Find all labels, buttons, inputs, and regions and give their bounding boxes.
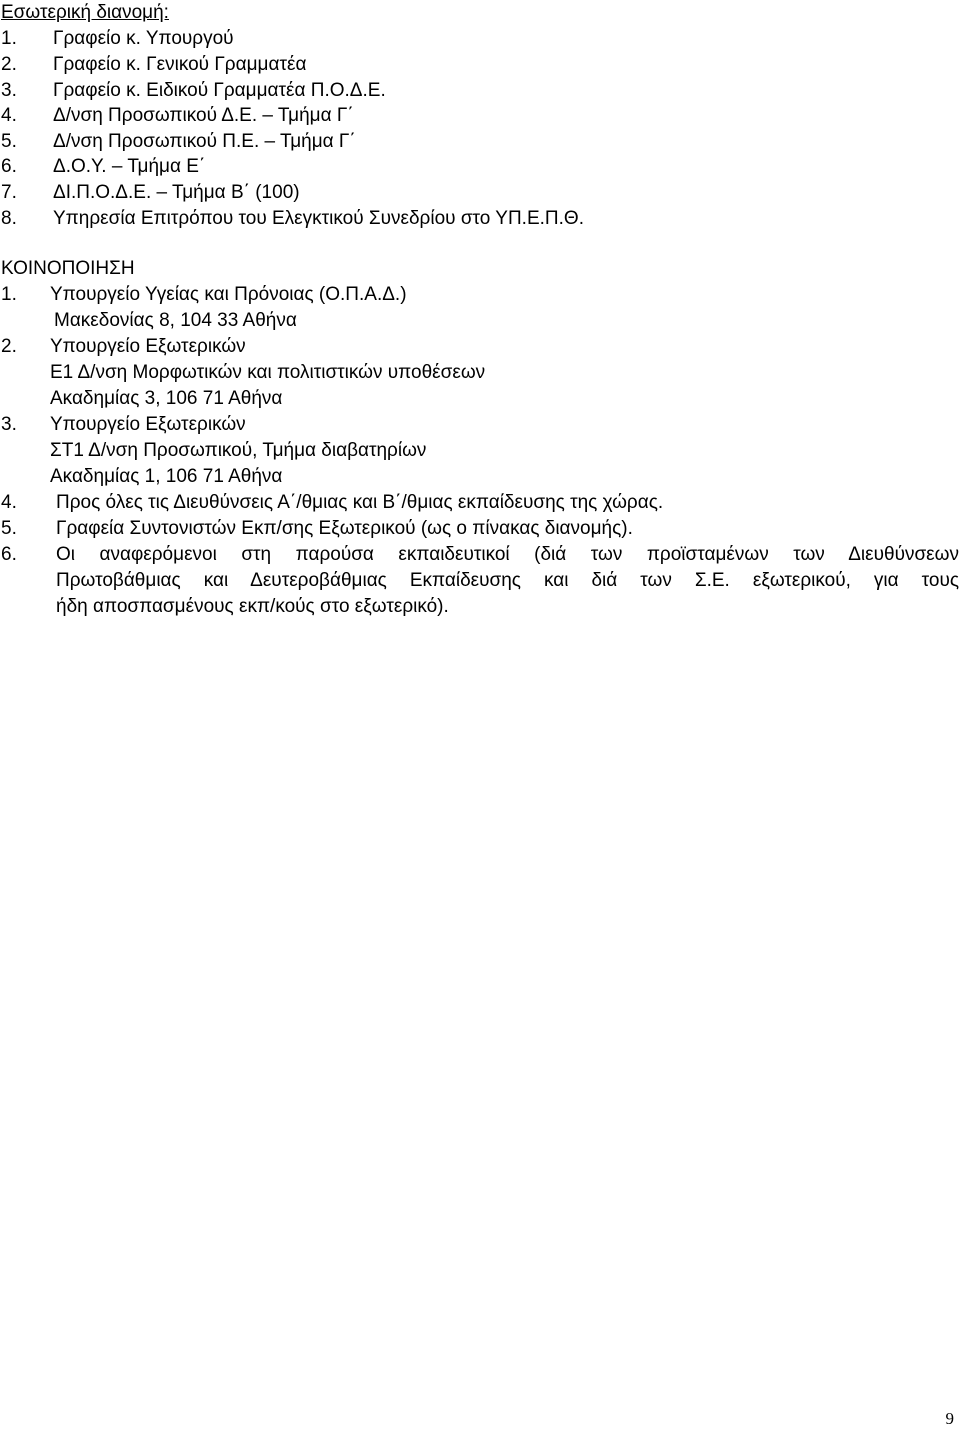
list-item-department: ΣΤ1 Δ/νση Προσωπικού, Τμήμα διαβατηρίων	[50, 440, 427, 461]
list-item: 2. Γραφείο κ. Γενικού Γραμματέα	[1, 54, 307, 75]
internal-distribution-heading: Εσωτερική διανομή:	[1, 2, 169, 23]
list-item-address: Μακεδονίας 8, 104 33 Αθήνα	[54, 310, 297, 331]
list-item-department: Ε1 Δ/νση Μορφωτικών και πολιτιστικών υποθέσεων	[50, 362, 486, 383]
list-item: 3. Υπουργείο Εξωτερικών	[1, 414, 246, 435]
paragraph-line: ήδη αποσπασμένους εκπ/κούς στο εξωτερικό).	[56, 596, 449, 617]
list-item-address: Ακαδημίας 1, 106 71 Αθήνα	[50, 466, 283, 487]
koinopoiisi-heading: ΚΟΙΝΟΠΟΙΗΣΗ	[1, 258, 135, 279]
list-item: 1. Γραφείο κ. Υπουργού	[1, 28, 234, 49]
list-item: 2. Υπουργείο Εξωτερικών	[1, 336, 246, 357]
list-item: 1. Υπουργείο Υγείας και Πρόνοιας (Ο.Π.Α.Δ.)	[1, 284, 407, 305]
document-page: Εσωτερική διανομή: 1. Γραφείο κ. Υπουργού 2. Γραφείο κ. Γενικού Γραμματέα 3. Γραφείο κ. Ειδικού Γραμματέα Π.Ο.Δ.Ε. 4. Δ/νση Προσωπικού Δ.Ε. – Τμήμα Γ΄ 5. Δ/νση Προσωπικού Π.Ε. – Τμήμα Γ΄ 6. Δ.Ο.Υ. – Τμήμα Ε΄ 7. ΔΙ.Π.Ο.Δ.Ε. – Τμήμα Β΄ (100) 8. Υπηρεσία Επιτρόπου του Ελεγκτικού Συνεδρίου στο ΥΠ.Ε.Π.Θ. ΚΟΙΝΟΠΟΙΗΣΗ 1. Υπουργείο Υγείας και Πρόνοιας (Ο.Π.Α.Δ.) Μακεδονίας 8, 104 33 Αθήνα 2. Υπουργείο Εξωτερικών Ε1 Δ/νση Μορφωτικών και πολιτιστικών υποθέσεων Ακαδημίας 3, 106 71 Αθήνα 3. Υπουργείο Εξωτερικών ΣΤ1 Δ/νση Προσωπικού, Τμήμα διαβατηρίων Ακαδημίας 1, 106 71 Αθήνα 4. Προς όλες τις Διευθύνσεις Α΄/θμιας και Β΄/θμιας εκπαίδευσης της χώρας. 5. Γραφεία Συντονιστών Εκπ/σης Εξωτερικού (ως ο πίνακας διανομής). 6. Οι αναφερόμενοι στη παρούσα εκπαιδευτικοί (διά των προϊσταμένων των Διευθύνσεων Πρωτοβάθμιας και Δευτεροβάθμιας Εκπαίδευσης και διά των Σ.Ε. εξωτερικού, για τους ήδη αποσπασμένους εκπ/κούς στο εξωτερικό). 9	[1, 2, 959, 1428]
list-item: 4. Προς όλες τις Διευθύνσεις Α΄/θμιας και Β΄/θμιας εκπαίδευσης της χώρας.	[1, 492, 664, 513]
list-item-address: Ακαδημίας 3, 106 71 Αθήνα	[50, 388, 283, 409]
list-item: 3. Γραφείο κ. Ειδικού Γραμματέα Π.Ο.Δ.Ε.	[1, 80, 386, 101]
list-item: 8. Υπηρεσία Επιτρόπου του Ελεγκτικού Συνεδρίου στο ΥΠ.Ε.Π.Θ.	[1, 208, 584, 229]
list-item: 4. Δ/νση Προσωπικού Δ.Ε. – Τμήμα Γ΄	[1, 105, 354, 126]
list-item: 5. Δ/νση Προσωπικού Π.Ε. – Τμήμα Γ΄	[1, 131, 356, 152]
page-number: 9	[945, 1409, 954, 1428]
list-item: 6. Δ.Ο.Υ. – Τμήμα Ε΄	[1, 156, 206, 177]
list-item: 7. ΔΙ.Π.Ο.Δ.Ε. – Τμήμα Β΄ (100)	[1, 182, 300, 203]
paragraph-line: Πρωτοβάθμιας και Δευτεροβάθμιας Εκπαίδευσης και διά των Σ.Ε. εξωτερικού, για τους	[56, 570, 959, 591]
list-item: 5. Γραφεία Συντονιστών Εκπ/σης Εξωτερικού (ως ο πίνακας διανομής).	[1, 518, 633, 539]
paragraph-line: Οι αναφερόμενοι στη παρούσα εκπαιδευτικοί (διά των προϊσταμένων των Διευθύνσεων	[56, 544, 959, 565]
